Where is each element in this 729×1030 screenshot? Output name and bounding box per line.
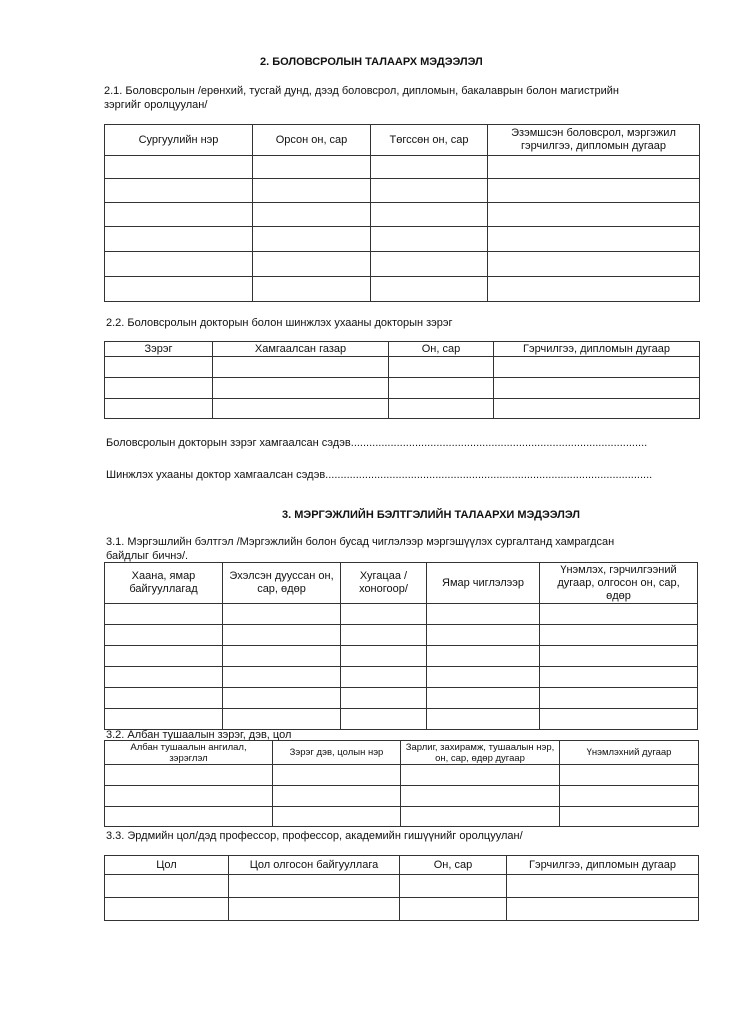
table-cell[interactable] [427, 625, 540, 646]
table-cell[interactable] [540, 604, 698, 625]
table-cell[interactable] [341, 667, 427, 688]
table-cell[interactable] [540, 667, 698, 688]
column-header: Ямар чиглэлээр [427, 563, 540, 604]
table-cell[interactable] [427, 688, 540, 709]
table-cell[interactable] [105, 399, 213, 419]
table-cell[interactable] [488, 277, 700, 302]
table-row [105, 765, 699, 786]
academic-title-table [104, 855, 699, 921]
doctorate-thesis-topic: Боловсролын докторын зэрэг хамгаалсан сэдэв................................................................................................. [106, 437, 648, 449]
table-cell[interactable] [253, 277, 371, 302]
table-cell[interactable] [105, 277, 253, 302]
table-cell[interactable] [401, 786, 560, 807]
section-2-1-line-1: 2.1. Боловсролын /ерөнхий, тусгай дунд, дээд боловсрол, дипломын, бакалаврын болон магистрийн [104, 85, 619, 97]
table-cell[interactable] [401, 807, 560, 827]
table-cell[interactable] [507, 875, 699, 898]
table-cell[interactable] [253, 203, 371, 227]
section-2-1-line-2: зэргийг оролцуулан/ [104, 99, 208, 111]
table-cell[interactable] [105, 667, 223, 688]
table-cell[interactable] [223, 625, 341, 646]
column-header: Зарлиг, захирамж, тушаалын нэр, он, сар, өдөр дугаар [401, 741, 560, 765]
table-cell[interactable] [105, 709, 223, 730]
column-header: Зэрэг [105, 342, 213, 357]
table-cell[interactable] [223, 604, 341, 625]
section-3-3-text: 3.3. Эрдмийн цол/дэд профессор, профессор, академийн гишүүнийг оролцуулан/ [106, 830, 523, 842]
column-header: Цол олгосон байгууллага [229, 856, 400, 875]
column-header: Он, сар [400, 856, 507, 875]
table-cell[interactable] [105, 898, 229, 921]
doctorate-table [104, 341, 700, 419]
table-header-row [105, 741, 699, 765]
section-2-1-text [104, 84, 704, 112]
table-cell[interactable] [371, 277, 488, 302]
table-cell[interactable] [223, 709, 341, 730]
column-header: Зэрэг дэв, цолын нэр [273, 741, 401, 765]
table-row [105, 604, 698, 625]
table-cell[interactable] [341, 688, 427, 709]
table-cell[interactable] [105, 179, 253, 203]
section-3-1-line-1: 3.1. Мэргэшлийн бэлтгэл /Мэргэжлийн болон бусад чиглэлээр мэргэшүүлэх сургалтанд хамрагдсан [106, 536, 615, 548]
table-row [105, 252, 700, 277]
table-cell[interactable] [427, 709, 540, 730]
table-cell[interactable] [253, 156, 371, 179]
table-row [105, 786, 699, 807]
table-cell[interactable] [341, 646, 427, 667]
column-header: Сургуулийн нэр [105, 125, 253, 156]
table-cell[interactable] [488, 179, 700, 203]
table-cell[interactable] [560, 765, 699, 786]
table-row [105, 203, 700, 227]
table-cell[interactable] [105, 203, 253, 227]
table-row [105, 898, 699, 921]
column-header: Гэрчилгээ, дипломын дугаар [494, 342, 700, 357]
table-cell[interactable] [105, 875, 229, 898]
table-cell[interactable] [540, 625, 698, 646]
section-2-title: 2. БОЛОВСРОЛЫН ТАЛААРХ МЭДЭЭЛЭЛ [260, 56, 483, 68]
table-cell[interactable] [389, 357, 494, 378]
column-header: Цол [105, 856, 229, 875]
table-cell[interactable] [427, 604, 540, 625]
table-cell[interactable] [105, 786, 273, 807]
table-header-row [105, 856, 699, 875]
column-header: Төгссөн он, сар [371, 125, 488, 156]
table-cell[interactable] [507, 898, 699, 921]
table-header-row [105, 342, 700, 357]
table-cell[interactable] [273, 807, 401, 827]
table-cell[interactable] [560, 786, 699, 807]
column-header: Эзэмшсэн боловсрол, мэргэжил гэрчилгээ, дипломын дугаар [488, 125, 700, 156]
table-cell[interactable] [389, 378, 494, 399]
table-cell[interactable] [400, 898, 507, 921]
table-cell[interactable] [105, 156, 253, 179]
table-cell[interactable] [105, 227, 253, 252]
section-3-2-text: 3.2. Албан тушаалын зэрэг, дэв, цол [106, 729, 292, 741]
table-cell[interactable] [371, 227, 488, 252]
table-cell[interactable] [341, 709, 427, 730]
table-cell[interactable] [229, 875, 400, 898]
section-3-1-line-2: байдлыг бичнэ/. [106, 550, 189, 562]
table-cell[interactable] [105, 625, 223, 646]
table-cell[interactable] [371, 156, 488, 179]
table-row [105, 227, 700, 252]
table-cell[interactable] [371, 252, 488, 277]
civil-service-rank-table [104, 740, 699, 827]
table-cell[interactable] [229, 898, 400, 921]
table-cell[interactable] [341, 604, 427, 625]
column-header: Хамгаалсан газар [213, 342, 389, 357]
table-cell[interactable] [494, 399, 700, 419]
table-cell[interactable] [213, 399, 389, 419]
table-cell[interactable] [540, 709, 698, 730]
table-cell[interactable] [371, 179, 488, 203]
table-cell[interactable] [213, 357, 389, 378]
section-3-title: 3. МЭРГЭЖЛИЙН БЭЛТГЭЛИЙН ТАЛААРХИ МЭДЭЭЛЭЛ [282, 509, 581, 521]
table-row [105, 875, 699, 898]
table-cell[interactable] [105, 252, 253, 277]
table-cell[interactable] [494, 357, 700, 378]
table-cell[interactable] [427, 646, 540, 667]
table-cell[interactable] [105, 604, 223, 625]
table-row [105, 625, 698, 646]
table-cell[interactable] [253, 179, 371, 203]
education-table [104, 124, 700, 302]
table-row [105, 688, 698, 709]
table-cell[interactable] [273, 786, 401, 807]
table-cell[interactable] [105, 378, 213, 399]
table-cell[interactable] [253, 252, 371, 277]
table-cell[interactable] [540, 688, 698, 709]
table-cell[interactable] [223, 688, 341, 709]
professional-training-table [104, 562, 698, 730]
table-row [105, 179, 700, 203]
table-row [105, 277, 700, 302]
column-header: Албан тушаалын ангилал, зэрэглэл [105, 741, 273, 765]
table-row [105, 709, 698, 730]
column-header: Хаана, ямар байгууллагад [105, 563, 223, 604]
table-cell[interactable] [488, 227, 700, 252]
science-doctor-thesis-topic: Шинжлэх ухааны доктор хамгаалсан сэдэв........................................................................................................... [106, 469, 653, 481]
table-row [105, 378, 700, 399]
column-header: Хугацаа /хоногоор/ [341, 563, 427, 604]
section-2-2-text: 2.2. Боловсролын докторын болон шинжлэх ухааны докторын зэрэг [106, 317, 453, 329]
table-row [105, 646, 698, 667]
column-header: Гэрчилгээ, дипломын дугаар [507, 856, 699, 875]
column-header: Үнэмлэх, гэрчилгээний дугаар, олгосон он, сар, өдөр [540, 563, 698, 604]
table-cell[interactable] [371, 203, 488, 227]
table-cell[interactable] [253, 227, 371, 252]
table-cell[interactable] [105, 357, 213, 378]
table-cell[interactable] [105, 646, 223, 667]
table-row [105, 807, 699, 827]
table-row [105, 156, 700, 179]
table-cell[interactable] [494, 378, 700, 399]
column-header: Эхэлсэн дууссан он, сар, өдөр [223, 563, 341, 604]
table-cell[interactable] [401, 765, 560, 786]
table-cell[interactable] [488, 252, 700, 277]
table-row [105, 399, 700, 419]
table-cell[interactable] [213, 378, 389, 399]
table-cell[interactable] [223, 667, 341, 688]
table-cell[interactable] [105, 765, 273, 786]
table-cell[interactable] [273, 765, 401, 786]
table-cell[interactable] [540, 646, 698, 667]
table-cell[interactable] [389, 399, 494, 419]
table-header-row [105, 563, 698, 604]
table-row [105, 357, 700, 378]
column-header: Орсон он, сар [253, 125, 371, 156]
table-cell[interactable] [105, 688, 223, 709]
table-cell[interactable] [488, 156, 700, 179]
table-cell[interactable] [400, 875, 507, 898]
column-header: Он, сар [389, 342, 494, 357]
column-header: Үнэмлэхний дугаар [560, 741, 699, 765]
table-cell[interactable] [223, 646, 341, 667]
table-cell[interactable] [560, 807, 699, 827]
table-cell[interactable] [105, 807, 273, 827]
table-cell[interactable] [341, 625, 427, 646]
table-cell[interactable] [427, 667, 540, 688]
table-row [105, 667, 698, 688]
table-cell[interactable] [488, 203, 700, 227]
section-3-1-text [106, 535, 706, 563]
table-header-row [105, 125, 700, 156]
